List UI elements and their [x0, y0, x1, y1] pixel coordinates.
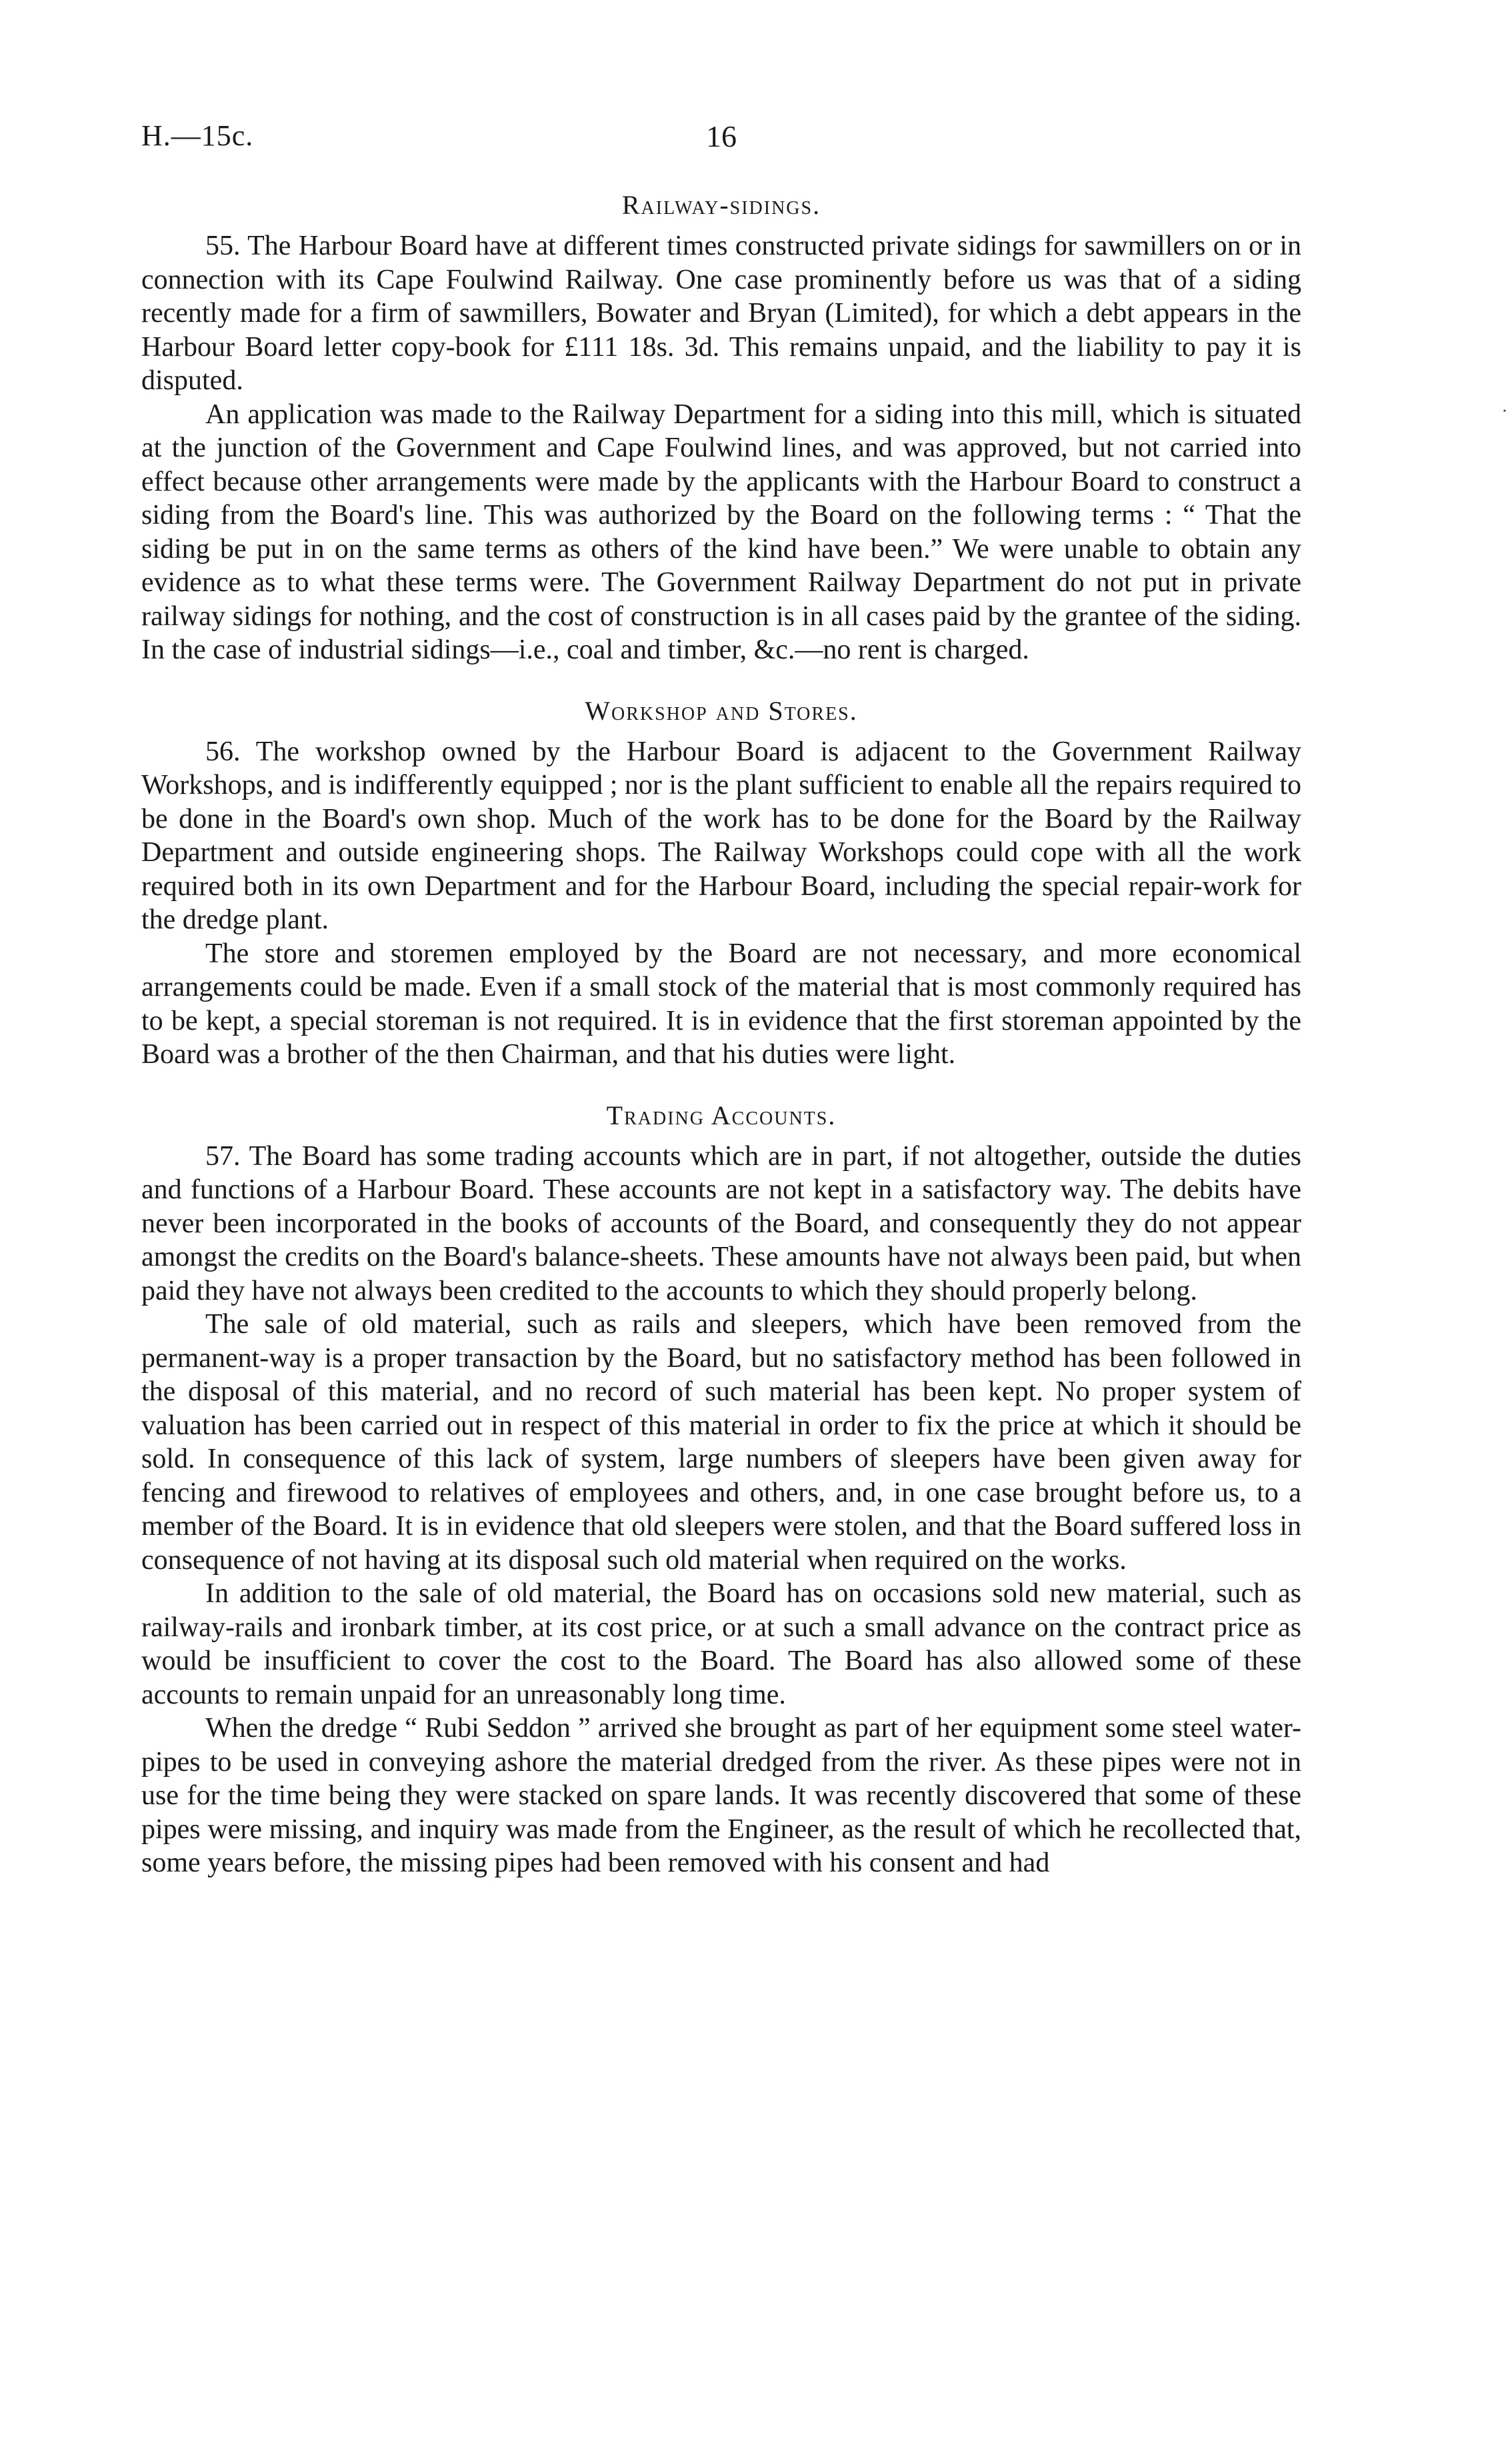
section-heading: Trading Accounts. [606, 1100, 837, 1130]
paragraph: In addition to the sale of old material, the Board has on occasions sold new material, such as railway-rails and ironbark timber, at its cost price, or at such a small advance on the contract price as would be insufficient to cover the cost to the Board. The Board has also allowed some of these accounts to remain unpaid for an unreasonably long time. [141, 1578, 1301, 1710]
document-reference: H.—15c. [141, 119, 254, 152]
section-heading: Railway-sidings. [621, 190, 821, 220]
section-workshop-and-stores [141, 694, 1301, 1072]
margin-mark: · [1501, 400, 1508, 422]
paragraph: The sale of old material, such as rails and sleepers, which have been removed from the permanent-way is a proper transaction by the Board, but no satisfactory method has been followed in the disposal of this material, and no record of such material has been kept. No proper system of valuation has been carried out in respect of this material in order to fix the price at which it should be sold. In consequence of this lack of system, large numbers of sleepers have been given away for fencing and firewood to relatives of employees and others, and, in one case brought before us, to a member of the Board. It is in evidence that old sleepers were stolen, and that the Board suffered loss in consequence of not having at its disposal such old material when required on the works. [141, 1309, 1301, 1576]
page-body [141, 188, 1301, 1880]
section-heading: Workshop and Stores. [585, 695, 858, 726]
section-railway-sidings [141, 188, 1301, 667]
paragraph: The store and storemen employed by the Board are not necessary, and more economical arrangements could be made. Even if a small stock of the material that is most commonly required has to be kept, a special storeman is not required. It is in evidence that the first storeman appointed by the Board was a brother of the then Chairman, and that his duties were light. [141, 938, 1301, 1070]
paragraph: 56. The workshop owned by the Harbour Board is adjacent to the Government Railway Workshops, and is indifferently equipped ; nor is the plant sufficient to enable all the repairs required to be done in the Board's own shop. Much of the work has to be done for the Board by the Railway Department and outside engineering shops. The Railway Workshops could cope with all the work required both in its own Department and for the Harbour Board, including the special repair-work for the dredge plant. [141, 736, 1301, 935]
paragraph: When the dredge “ Rubi Seddon ” arrived she brought as part of her equipment some steel water-pipes to be used in conveying ashore the material dredged from the river. As these pipes were not in use for the time being they were stacked on spare lands. It was recently discovered that some of these pipes were missing, and inquiry was made from the Engineer, as the result of which he recollected that, some years before, the missing pipes had been removed with his consent and had [141, 1713, 1301, 1878]
page-number: 16 [706, 119, 737, 153]
page-header [141, 119, 1301, 159]
paragraph: 57. The Board has some trading accounts which are in part, if not altogether, outside the duties and functions of a Harbour Board. These accounts are not kept in a satisfactory way. The debits have never been incorporated in the books of accounts of the Board, and consequently they do not appear amongst the credits on the Board's balance-sheets. These amounts have not always been paid, but when paid they have not always been credited to the accounts to which they should properly belong. [141, 1140, 1301, 1306]
paragraph: 55. The Harbour Board have at different times constructed private sidings for sawmillers on or in connection with its Cape Foulwind Railway. One case prominently before us was that of a siding recently made for a firm of sawmillers, Bowater and Bryan (Limited), for which a debt appears in the Harbour Board letter copy-book for £111 18s. 3d. This remains unpaid, and the liability to pay it is disputed. [141, 231, 1301, 396]
paragraph: An application was made to the Railway Department for a siding into this mill, which is situated at the junction of the Government and Cape Foulwind lines, and was approved, but not carried into effect because other arrangements were made by the applicants with the Harbour Board to construct a siding from the Board's line. This was authorized by the Board on the following terms : “ That the siding be put in on the same terms as others of the kind have been.” We were unable to obtain any evidence as to what these terms were. The Government Railway Department do not put in private railway sidings for nothing, and the cost of construction is in all cases paid by the grantee of the siding. In the case of industrial sidings—i.e., coal and timber, &c.—no rent is charged. [141, 399, 1301, 665]
section-trading-accounts [141, 1098, 1301, 1880]
